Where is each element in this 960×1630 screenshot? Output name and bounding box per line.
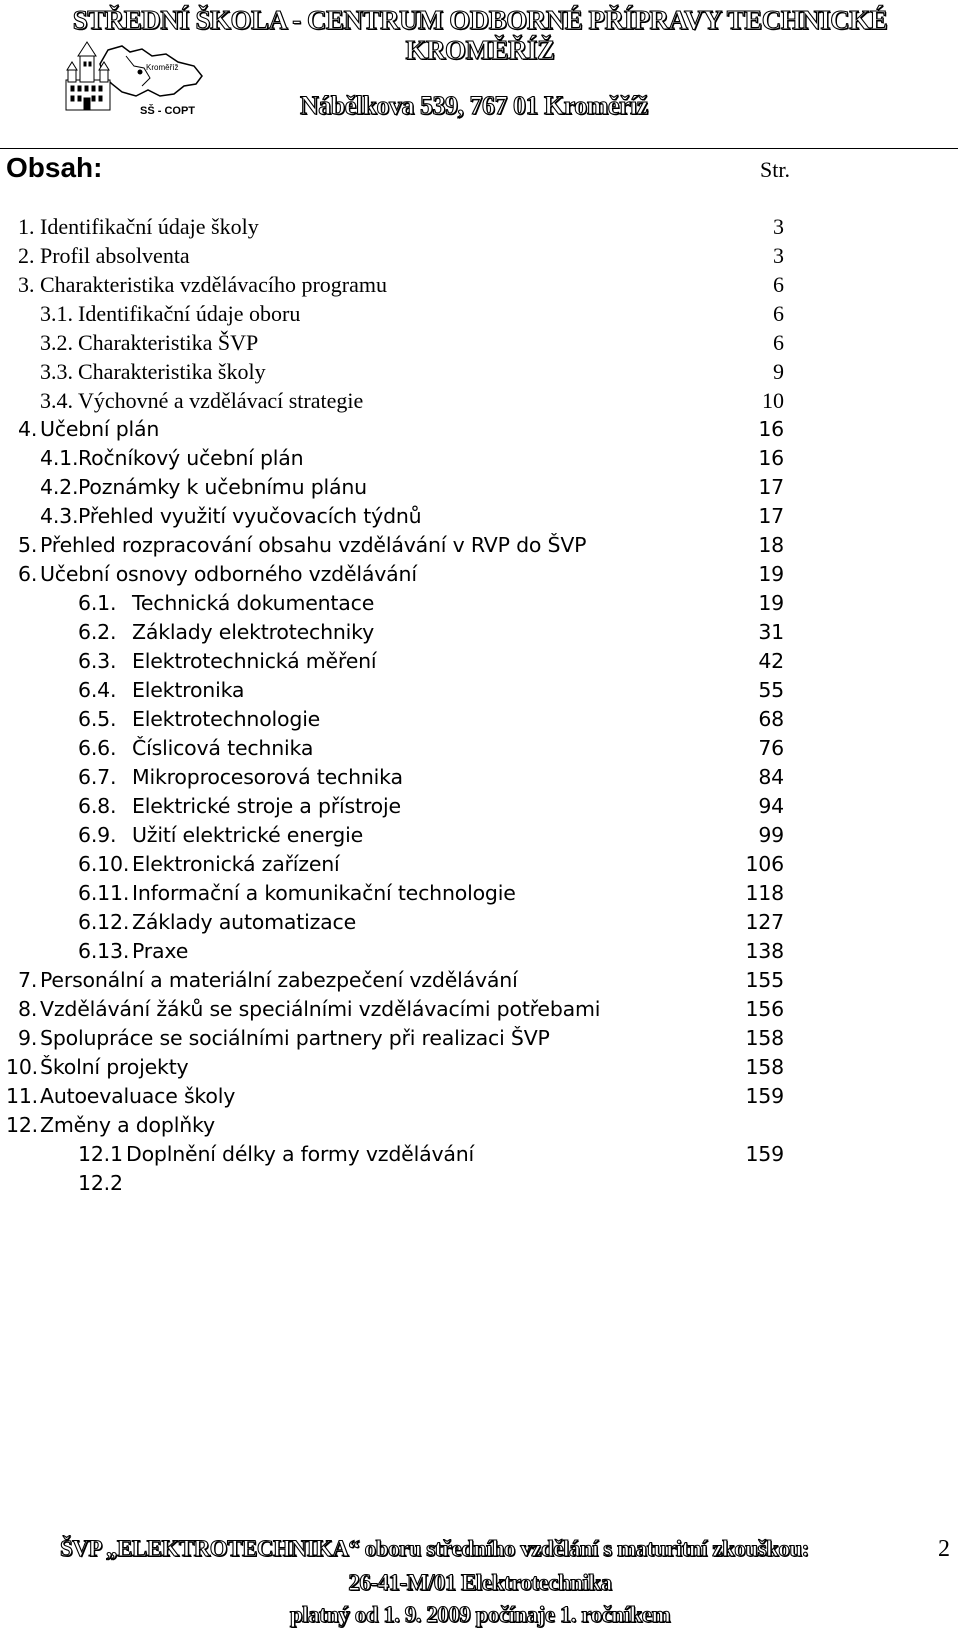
toc-number: 6.9. <box>78 823 117 847</box>
toc-title-text: Základy automatizace <box>132 910 357 934</box>
toc-page: 17 <box>758 504 784 528</box>
toc-row <box>0 212 960 241</box>
table-of-contents <box>0 212 960 1198</box>
toc-row <box>0 1140 960 1169</box>
toc-row <box>0 647 960 676</box>
toc-page: 19 <box>758 562 784 586</box>
toc-page: 3 <box>773 214 784 239</box>
toc-number: 3.4. <box>40 388 73 413</box>
toc-title-text: Vzdělávání žáků se speciálními vzdělávacími potřebami <box>40 997 601 1021</box>
toc-page: 156 <box>745 997 784 1021</box>
toc-number: 11. <box>6 1084 39 1108</box>
toc-title-text: Informační a komunikační technologie <box>132 881 516 905</box>
toc-row <box>0 1169 960 1198</box>
toc-row <box>0 908 960 937</box>
toc-number: 4.2. <box>40 475 79 499</box>
footer-line3: platný od 1. 9. 2009 počínaje 1. ročníkem <box>289 1602 671 1627</box>
toc-row <box>0 531 960 560</box>
toc-number: 7. <box>18 968 38 992</box>
toc-row <box>0 618 960 647</box>
toc-number: 6.1. <box>78 591 117 615</box>
toc-title: Obsah: <box>6 152 103 183</box>
toc-number: 6.12. <box>78 910 130 934</box>
toc-page: 94 <box>758 794 784 818</box>
toc-number: 6.13. <box>78 939 130 963</box>
toc-title-text: Personální a materiální zabezpečení vzdělávání <box>40 968 518 992</box>
school-name-line1: STŘEDNÍ ŠKOLA - CENTRUM ODBORNÉ PŘÍPRAVY TECHNICKÉ <box>72 5 888 35</box>
toc-number: 12.1 <box>78 1142 123 1166</box>
toc-number: 12.2 <box>78 1171 123 1195</box>
toc-page: 158 <box>745 1055 784 1079</box>
toc-title-text: Elektronika <box>132 678 245 702</box>
toc-row <box>0 328 960 357</box>
school-name-line2: KROMĚŘÍŽ <box>405 35 555 65</box>
toc-row <box>0 792 960 821</box>
toc-number: 6. <box>18 562 38 586</box>
toc-row <box>0 386 960 415</box>
svg-text:Kroměříž: Kroměříž <box>146 63 179 72</box>
toc-row <box>0 1082 960 1111</box>
toc-row <box>0 1024 960 1053</box>
toc-title-text: Elektrotechnologie <box>132 707 321 731</box>
toc-number: 5. <box>18 533 38 557</box>
toc-page: 159 <box>745 1084 784 1108</box>
page-number: 2 <box>938 1536 950 1562</box>
toc-page: 76 <box>758 736 784 760</box>
toc-number: 6.4. <box>78 678 117 702</box>
toc-title-text: Přehled rozpracování obsahu vzdělávání v RVP do ŠVP <box>40 533 587 557</box>
toc-number: 6.7. <box>78 765 117 789</box>
toc-page: 106 <box>745 852 784 876</box>
toc-number: 8. <box>18 997 38 1021</box>
toc-row <box>0 560 960 589</box>
toc-number: 4. <box>18 417 38 441</box>
toc-title-text: Charakteristika vzdělávacího programu <box>40 272 387 297</box>
toc-number: 6.3. <box>78 649 117 673</box>
toc-title-text: Základy elektrotechniky <box>132 620 375 644</box>
toc-title-text: Učební osnovy odborného vzdělávání <box>40 562 417 586</box>
toc-title-text: Elektrické stroje a přístroje <box>132 794 401 818</box>
toc-title-text: Identifikační údaje oboru <box>78 301 301 326</box>
toc-number: 9. <box>18 1026 38 1050</box>
toc-page: 118 <box>745 881 784 905</box>
toc-title-text: Charakteristika ŠVP <box>78 330 259 355</box>
toc-title-text: Identifikační údaje školy <box>40 214 259 239</box>
toc-title-text: Elektronická zařízení <box>132 852 340 876</box>
toc-number: 4.1. <box>40 446 79 470</box>
toc-page: 155 <box>745 968 784 992</box>
toc-page: 159 <box>745 1142 784 1166</box>
toc-page: 31 <box>758 620 784 644</box>
toc-number: 2. <box>18 243 35 268</box>
toc-title-text: Školní projekty <box>40 1055 189 1079</box>
toc-number: 3.3. <box>40 359 73 384</box>
toc-title-text: Mikroprocesorová technika <box>132 765 403 789</box>
toc-row <box>0 299 960 328</box>
header-divider <box>0 148 958 149</box>
toc-row <box>0 502 960 531</box>
toc-page: 9 <box>773 359 784 384</box>
toc-title-text: Poznámky k učebnímu plánu <box>78 475 367 499</box>
toc-title-text: Profil absolventa <box>40 243 190 268</box>
toc-title-text: Praxe <box>132 939 189 963</box>
logo-caption: SŠ - COPT <box>140 105 196 117</box>
toc-page: 6 <box>773 330 784 355</box>
toc-title-text: Užití elektrické energie <box>132 823 364 847</box>
toc-number: 3.2. <box>40 330 73 355</box>
toc-number: 6.8. <box>78 794 117 818</box>
toc-row <box>0 763 960 792</box>
toc-page: 10 <box>762 388 784 413</box>
page-column-label: Str. <box>760 157 790 182</box>
toc-page: 16 <box>758 417 784 441</box>
toc-row <box>0 966 960 995</box>
toc-row <box>0 1111 960 1140</box>
toc-title-text: Změny a doplňky <box>40 1113 215 1137</box>
toc-page: 3 <box>773 243 784 268</box>
toc-title-text: Charakteristika školy <box>78 359 266 384</box>
toc-row <box>0 879 960 908</box>
toc-page: 55 <box>758 678 784 702</box>
toc-number: 1. <box>18 214 35 239</box>
toc-title-text: Technická dokumentace <box>132 591 375 615</box>
toc-row <box>0 676 960 705</box>
toc-row <box>0 589 960 618</box>
toc-row <box>0 705 960 734</box>
toc-row <box>0 357 960 386</box>
toc-page: 19 <box>758 591 784 615</box>
toc-row <box>0 241 960 270</box>
toc-number: 10. <box>6 1055 39 1079</box>
school-address: Nábělkova 539, 767 01 Kroměříž <box>300 91 648 120</box>
toc-page: 84 <box>758 765 784 789</box>
toc-number: 3.1. <box>40 301 73 326</box>
toc-row <box>0 473 960 502</box>
toc-row <box>0 415 960 444</box>
toc-page: 68 <box>758 707 784 731</box>
toc-title-text: Doplnění délky a formy vzdělávání <box>126 1142 475 1166</box>
toc-page: 6 <box>773 301 784 326</box>
footer-line2: 26-41-M/01 Elektrotechnika <box>348 1570 612 1595</box>
toc-row <box>0 444 960 473</box>
toc-page: 17 <box>758 475 784 499</box>
toc-title-text: Učební plán <box>40 417 160 441</box>
toc-page: 42 <box>758 649 784 673</box>
toc-page: 127 <box>745 910 784 934</box>
toc-number: 6.10. <box>78 852 130 876</box>
toc-number: 6.5. <box>78 707 117 731</box>
toc-page: 99 <box>758 823 784 847</box>
toc-page: 158 <box>745 1026 784 1050</box>
toc-page: 16 <box>758 446 784 470</box>
footer-line1: ŠVP „ELEKTROTECHNIKA“ oboru středního vzdělání s maturitní zkouškou: <box>60 1536 809 1561</box>
toc-title-text: Spolupráce se sociálními partnery při realizaci ŠVP <box>40 1026 550 1050</box>
toc-title-text: Elektrotechnická měření <box>132 649 377 673</box>
toc-title-text: Číslicová technika <box>132 736 314 760</box>
toc-title-text: Autoevaluace školy <box>40 1084 236 1108</box>
toc-number: 6.11. <box>78 881 130 905</box>
toc-page: 18 <box>758 533 784 557</box>
toc-row <box>0 937 960 966</box>
toc-row <box>0 821 960 850</box>
toc-row <box>0 270 960 299</box>
toc-number: 6.6. <box>78 736 117 760</box>
toc-title-text: Přehled využití vyučovacích týdnů <box>78 504 422 528</box>
toc-row <box>0 995 960 1024</box>
toc-row <box>0 850 960 879</box>
toc-number: 4.3. <box>40 504 79 528</box>
toc-number: 3. <box>18 272 35 297</box>
toc-row <box>0 1053 960 1082</box>
toc-page: 138 <box>745 939 784 963</box>
toc-title-text: Ročníkový učební plán <box>78 446 304 470</box>
toc-page: 6 <box>773 272 784 297</box>
toc-title-text: Výchovné a vzdělávací strategie <box>78 388 364 413</box>
toc-number: 6.2. <box>78 620 117 644</box>
toc-row <box>0 734 960 763</box>
toc-number: 12. <box>6 1113 39 1137</box>
